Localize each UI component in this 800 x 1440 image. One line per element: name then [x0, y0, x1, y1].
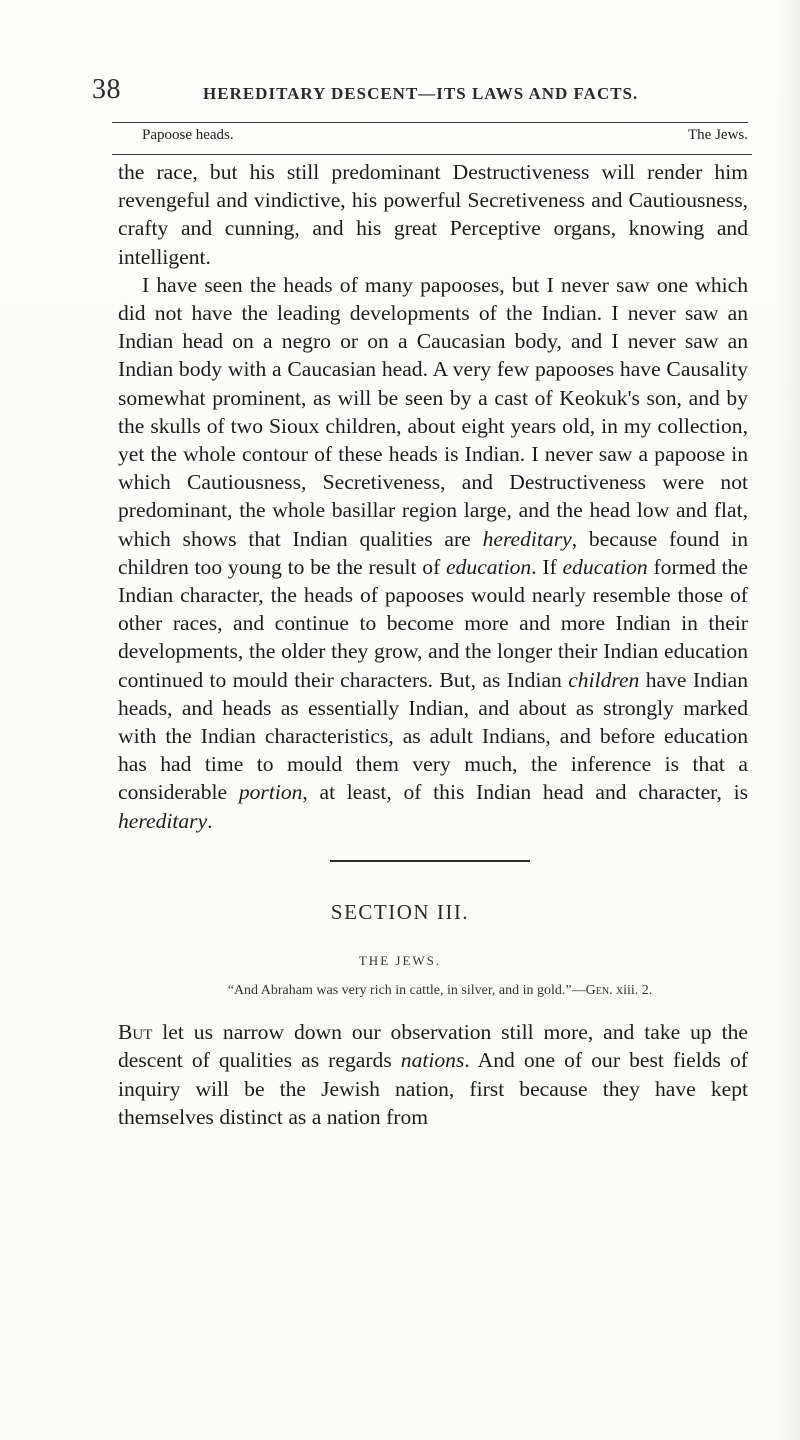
- italic-hereditary: hereditary: [482, 526, 572, 551]
- paragraph-2-text: I have seen the heads of many papooses, but I never saw one which did not have the leading developments of the Indian. I never saw an Indian head on a negro or on a Caucasian body, and I never saw an Indian body with a Caucasian head. A very few papooses have Causality somewhat prominent, as will be seen by a cast of Keokuk's son, and by the skulls of two Sioux children, about eight years old, in my collection, yet the whole contour of these heads is Indian. I never saw a papoose in which Cautiousness, Secretiveness, and Destructiveness were not predominant, the whole basillar region large, and the head low and flat, which shows that Indian qualities are: [118, 272, 748, 551]
- page-edge-shadow: [776, 0, 800, 1440]
- section-divider: [330, 860, 530, 862]
- epigraph-reference: . xiii. 2.: [609, 983, 653, 998]
- paragraph-2: [118, 271, 748, 835]
- paragraph-2-text: formed the Indian character, the heads of papooses would nearly resemble those of other races, and continue to become more and more Indian in their developments, the older they grow, and the longer their Indian education continued to mould their characters. But, as Indian: [118, 554, 748, 692]
- italic-education: education: [562, 554, 648, 579]
- lead-word: But: [118, 1020, 153, 1044]
- italic-hereditary: hereditary: [118, 808, 208, 833]
- epigraph-quote: “And Abraham was very rich in cattle, in silver, and in gold.”—: [227, 983, 586, 998]
- section-heading: SECTION III.: [330, 900, 470, 924]
- page-number: 38: [92, 74, 121, 105]
- italic-portion: portion: [238, 780, 303, 805]
- subhead-the-jews: The Jews.: [688, 127, 748, 143]
- paragraph-1: the race, but his still predominant Destructiveness will render him revengeful and vindictive, his powerful Secretiveness and Cautiousness, crafty and cunning, and his great Perceptive organs, knowing and intelligent.: [118, 160, 748, 269]
- section-paragraph-1: [118, 1018, 748, 1132]
- paragraph-2-text: , because found in children too young to be the result of: [118, 526, 748, 579]
- italic-children: children: [568, 667, 640, 692]
- section-subtitle: THE JEWS.: [358, 953, 442, 968]
- section-text: [118, 1018, 748, 1132]
- paragraph-2-text: have Indian heads, and heads as essentially Indian, and about as strongly marked with the Indian characteristics, as adult Indians, and before education has had time to mould them very much, the inference is that a considerable: [118, 667, 748, 805]
- epigraph-citation: Gen: [585, 983, 610, 998]
- paragraph-2-text: , at least, of this Indian head and character, is: [302, 780, 748, 805]
- epigraph: [120, 983, 760, 999]
- marginal-subheads: [112, 122, 748, 149]
- subhead-papoose-heads: Papoose heads.: [142, 127, 234, 143]
- paragraph-2-text: .: [207, 808, 213, 833]
- italic-nations: nations: [400, 1048, 465, 1073]
- running-title: HEREDITARY DESCENT—ITS LAWS AND FACTS.: [203, 84, 639, 103]
- running-head: [92, 74, 740, 118]
- paragraph-2-text: . If: [531, 554, 563, 579]
- italic-education: education: [446, 554, 532, 579]
- section-text-part: . And one of our best fields of inquiry will be the Jewish nation, first because they have kept themselves distinct as a nation from: [118, 1048, 748, 1130]
- header-rule: [112, 154, 752, 155]
- main-text: [118, 158, 748, 835]
- section-text-part: let us narrow down our observation still more, and take up the descent of qualities as regards: [118, 1020, 748, 1073]
